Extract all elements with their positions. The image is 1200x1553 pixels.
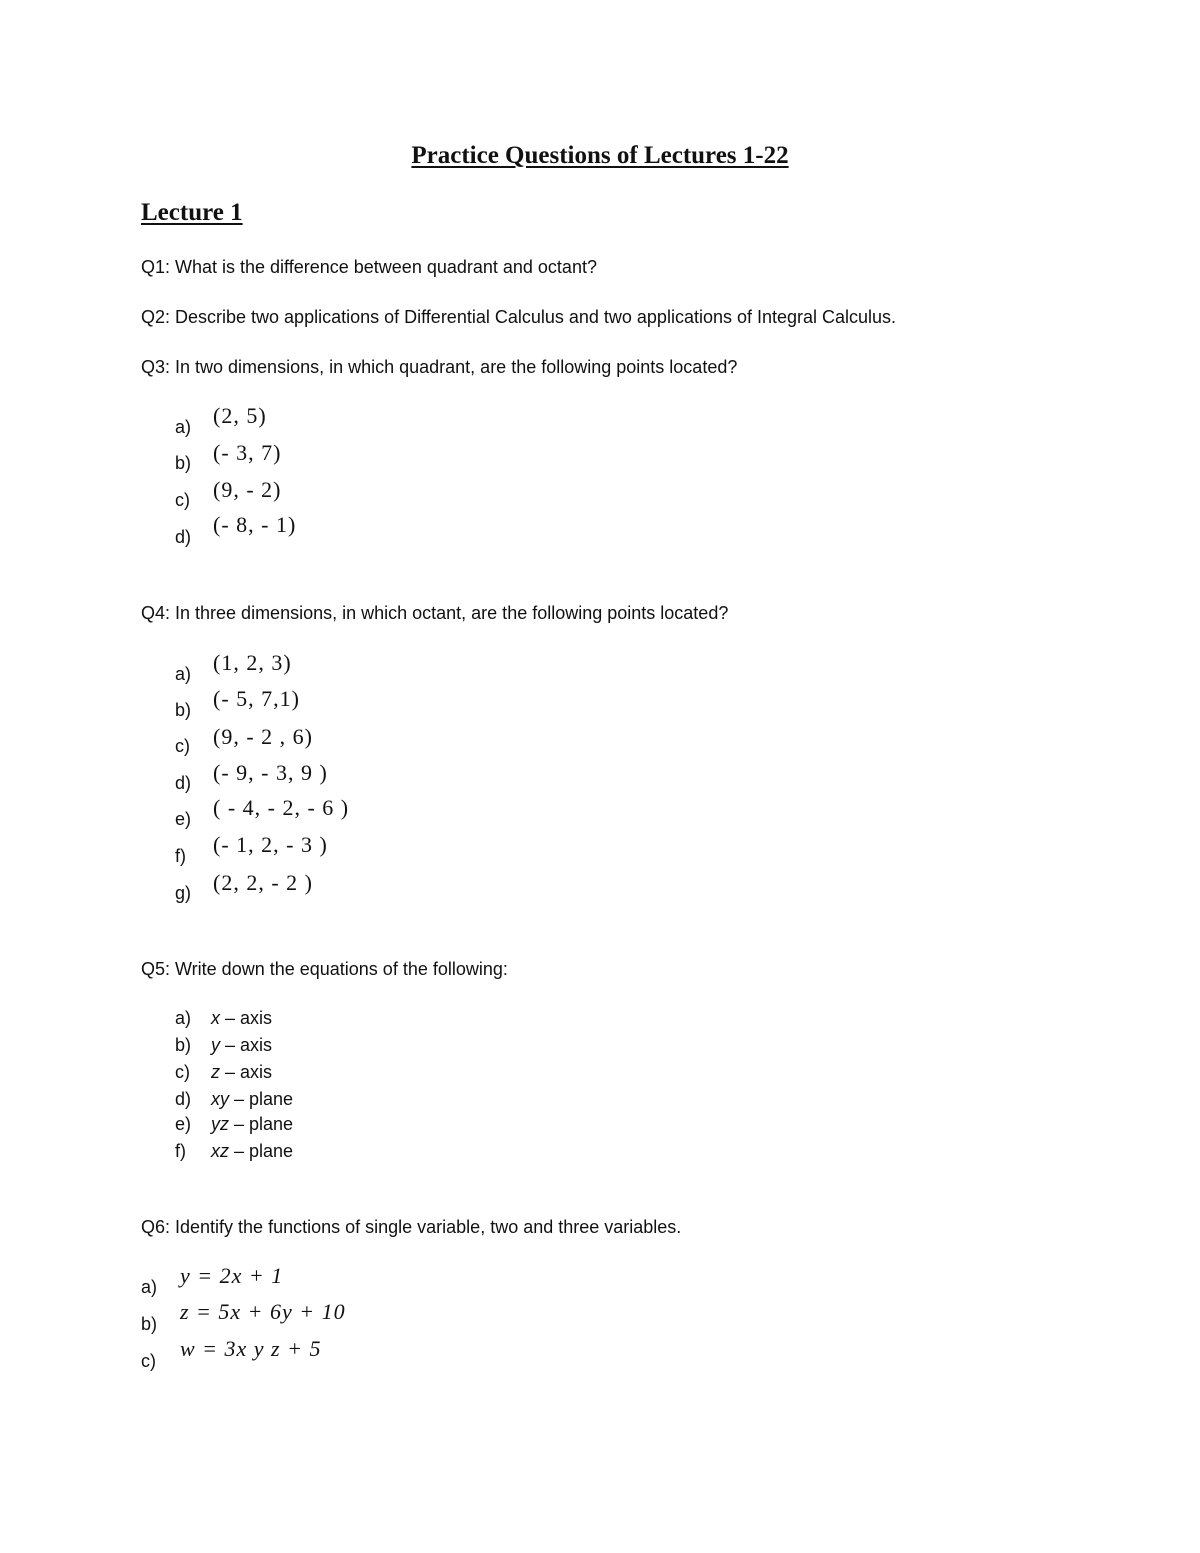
q3-item-label: d) bbox=[175, 527, 192, 547]
q5-item-kind: – plane bbox=[229, 1114, 294, 1134]
q4-item-point: (2, 2, - 2 ) bbox=[213, 870, 313, 895]
q4-item-point: (9, - 2 , 6) bbox=[213, 724, 313, 749]
document-title: Practice Questions of Lectures 1-22 bbox=[411, 142, 789, 169]
q4-item-label: f) bbox=[175, 846, 186, 866]
q5-item-text bbox=[211, 1008, 272, 1029]
q5-item-text bbox=[211, 1141, 293, 1162]
q4-item-label: d) bbox=[175, 773, 192, 793]
q4-item-point: (1, 2, 3) bbox=[213, 650, 292, 675]
q4-item-point: (- 9, - 3, 9 ) bbox=[213, 760, 328, 785]
q5-item-label: d) bbox=[175, 1089, 192, 1109]
q5-item-kind: – axis bbox=[220, 1062, 273, 1082]
q3-item-point: (2, 5) bbox=[213, 403, 267, 428]
q6-item-label: c) bbox=[141, 1351, 156, 1371]
q4-item-label: g) bbox=[175, 883, 192, 903]
q3-item-point: (- 3, 7) bbox=[213, 440, 282, 465]
q5-item-label: f) bbox=[175, 1141, 186, 1161]
question-q2: Q2: Describe two applications of Differential Calculus and two applications of Integral Calculus. bbox=[141, 307, 897, 327]
q3-item-label: b) bbox=[175, 453, 192, 473]
q5-item-label: b) bbox=[175, 1035, 192, 1055]
q5-item-label: e) bbox=[175, 1114, 192, 1134]
q5-item-kind: – axis bbox=[220, 1035, 273, 1055]
q5-item-kind: – plane bbox=[229, 1141, 294, 1161]
q4-item-label: c) bbox=[175, 736, 190, 756]
question-q4: Q4: In three dimensions, in which octant, are the following points located? bbox=[141, 603, 729, 623]
q5-item-text bbox=[211, 1035, 272, 1056]
lecture-heading: Lecture 1 bbox=[141, 199, 243, 226]
question-q1: Q1: What is the difference between quadrant and octant? bbox=[141, 257, 597, 277]
q5-item-variable: xy bbox=[211, 1089, 229, 1109]
q3-item-point: (- 8, - 1) bbox=[213, 512, 297, 537]
q5-item-label: c) bbox=[175, 1062, 190, 1082]
q5-item-text bbox=[211, 1062, 272, 1083]
q5-item-label: a) bbox=[175, 1008, 192, 1028]
q3-item-label: a) bbox=[175, 417, 192, 437]
q4-item-label: b) bbox=[175, 700, 192, 720]
q4-item-label: e) bbox=[175, 809, 192, 829]
q5-item-kind: – axis bbox=[220, 1008, 273, 1028]
q5-item-text bbox=[211, 1089, 293, 1110]
q3-item-label: c) bbox=[175, 490, 190, 510]
q6-item-label: b) bbox=[141, 1314, 158, 1334]
q5-item-text bbox=[211, 1114, 293, 1135]
q4-item-point: (- 5, 7,1) bbox=[213, 686, 300, 711]
q5-item-variable: z bbox=[211, 1062, 220, 1082]
q5-item-variable: x bbox=[211, 1008, 220, 1028]
q4-item-point: (- 1, 2, - 3 ) bbox=[213, 832, 328, 857]
question-q5: Q5: Write down the equations of the following: bbox=[141, 959, 508, 979]
q6-item-equation: z = 5x + 6y + 10 bbox=[180, 1299, 346, 1324]
q5-item-variable: yz bbox=[211, 1114, 229, 1134]
q6-item-equation: y = 2x + 1 bbox=[180, 1263, 284, 1288]
q5-item-kind: – plane bbox=[229, 1089, 294, 1109]
q6-item-label: a) bbox=[141, 1277, 158, 1297]
q4-item-label: a) bbox=[175, 664, 192, 684]
q3-item-point: (9, - 2) bbox=[213, 477, 282, 502]
q6-item-equation: w = 3x y z + 5 bbox=[180, 1336, 322, 1361]
q4-item-point: ( - 4, - 2, - 6 ) bbox=[213, 795, 350, 820]
question-q3: Q3: In two dimensions, in which quadrant, are the following points located? bbox=[141, 357, 738, 377]
q5-item-variable: xz bbox=[211, 1141, 229, 1161]
q5-item-variable: y bbox=[211, 1035, 220, 1055]
question-q6: Q6: Identify the functions of single variable, two and three variables. bbox=[141, 1217, 682, 1237]
